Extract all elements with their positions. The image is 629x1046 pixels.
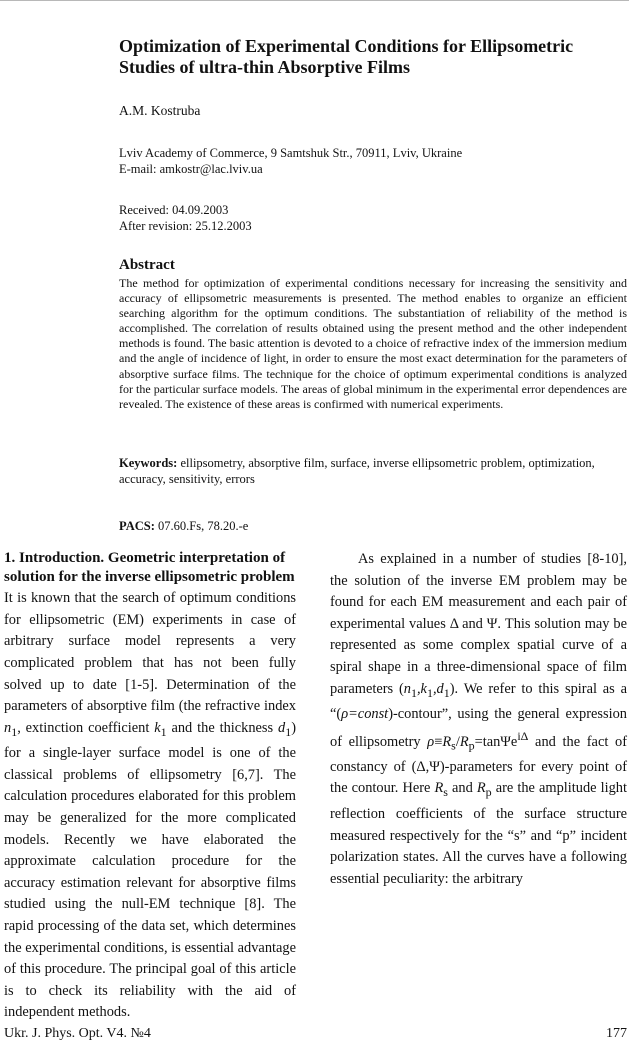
- received-date: Received: 04.09.2003: [119, 203, 229, 217]
- keywords: [119, 456, 627, 487]
- pacs-label: PACS:: [119, 519, 155, 533]
- keywords-label: Keywords:: [119, 456, 178, 470]
- abstract-text: The method for optimization of experimental conditions necessary for increasing the sensitivity and accuracy of ellipsometric measurements is presented. The method enables to organize an efficient searching algorithm for the optimum conditions. The substantiation of reliability of the method is accomplished. The correlation of results obtained using the present method and the other independent methods is found. The basic attention is devoted to a choice of refractive index of the immersion medium and the angle of incidence of light, in order to ensure the most exact determination for the parameters of absorptive surface films. The technique for the choice of optimum experimental conditions is analyzed for the particular surface models. The areas of global minimum in the experimental error dependences are revealed. The existence of these areas is confirmed with numerical experiments.: [119, 276, 627, 411]
- pacs: [119, 518, 627, 534]
- author: A.M. Kostruba: [119, 103, 201, 118]
- intro-paragraph-1: It is known that the search of optimum conditions for ellipsometric (EM) experiments in case of arbitrary surface model represents a very complicated problem that has not been fully solved up to date [1-5]. Determination of the parameters of absorptive film (the refractive index $n_1$, extinction coefficient $k_1$ and the thickness $d_1$) for a single-layer surface model is one of the classical problems of ellipsometry [6,7]. The calculation procedures elaborated for this problem may be generalized for the more complicated models. Recently we have elaborated the approximate calculation procedure for the accuracy estimation relevant for absorptive films studied using the null-EM technique [8]. The rapid processing of the data set, which determines the experimental conditions, is essential advantage of this procedure. The principal goal of this article is to check its reliability with the aid of independent methods.: [4, 590, 296, 1021]
- page-number: 177: [606, 1026, 627, 1041]
- keywords-text: ellipsometry, absorptive film, surface, inverse ellipsometric problem, optimization, accuracy, sensitivity, errors: [119, 456, 595, 486]
- affiliation: [119, 145, 627, 177]
- section-heading: 1. Introduction. Geometric interpretation of solution for the inverse ellipsometric problem: [4, 550, 295, 585]
- affiliation-address: Lviv Academy of Commerce, 9 Samtshuk Str., 70911, Lviv, Ukraine: [119, 146, 463, 160]
- dates: [119, 202, 627, 234]
- intro-paragraph-2: As explained in a number of studies [8-10], the solution of the inverse EM problem may be found for each EM measurement and each pair of experimental values Δ and Ψ. This solution may be represented as some complex spatial curve of a spiral shape in a three-dimensional space of film parameters $(n_1,k_1,d_1)$. We refer to this spiral as a “(ρ=const)-contour”, using the general expression of ellipsometry $\rho\equiv R_s/R_p=\tan\Psi e^{i\Delta}$ and the fact of constancy of (Δ,Ψ)-parameters for every point of the contour. Here $R_s$ and $R_p$ are the amplitude light reflection coefficients of the surface structure measured respectively for the “s” and “p” incident polarization states. All the curves have a following essential peculiarity: the arbitrary: [330, 551, 627, 887]
- paper-title: Optimization of Experimental Conditions for Ellipsometric Studies of ultra-thin Absorptive Films: [119, 36, 574, 77]
- journal-citation: Ukr. J. Phys. Opt. V4. №4: [4, 1026, 151, 1041]
- revised-date: After revision: 25.12.2003: [119, 219, 252, 233]
- affiliation-email: E-mail: amkostr@lac.lviv.ua: [119, 162, 263, 176]
- right-column: [330, 549, 627, 890]
- pacs-text: 07.60.Fs, 78.20.-e: [158, 519, 249, 533]
- abstract-heading: Abstract: [119, 257, 175, 273]
- left-column: [4, 549, 296, 1024]
- top-rule: [0, 0, 629, 1]
